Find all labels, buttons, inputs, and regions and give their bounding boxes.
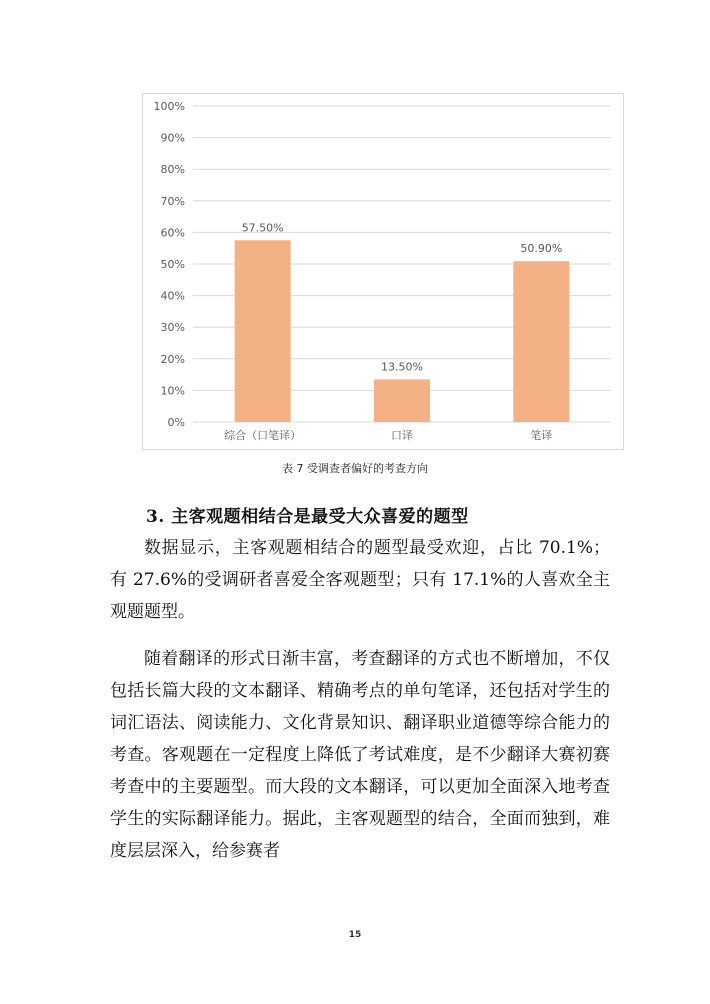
chart-svg <box>143 94 625 451</box>
x-tick-label: 笔译 <box>530 429 553 442</box>
paragraph: 随着翻译的形式日渐丰富，考查翻译的方式也不断增加，不仅包括长篇大段的文本翻译、精确考点的单句笔译，还包括对学生的词汇语法、阅读能力、文化背景知识、翻译职业道德等综合能力的考查。客观题在一定程度上降低了考试难度，是不少翻译大赛初赛考查中的主要题型。而大段的文本翻译，可以更加全面深入地考查学生的实际翻译能力。据此，主客观题型的结合，全面而独到，难度层层深入，给参赛者 <box>110 649 610 861</box>
y-tick-label: 0% <box>167 416 185 429</box>
data-label: 13.50% <box>381 360 423 374</box>
y-tick-label: 20% <box>160 352 185 366</box>
bar <box>374 379 430 422</box>
y-tick-label: 60% <box>160 226 185 240</box>
section-heading: 3. 主客观题相结合是最受大众喜爱的题型 <box>146 507 469 527</box>
data-label: 57.50% <box>241 221 284 235</box>
y-tick-label: 40% <box>160 289 185 303</box>
page-number: 15 <box>348 930 362 940</box>
x-tick-label: 综合（口笔译） <box>224 429 302 442</box>
y-tick-label: 30% <box>160 321 185 335</box>
paragraph: 数据显示，主客观题相结合的题型最受欢迎，占比 70.1%；有 27.6%的受调研者喜爱全客观题型；只有 17.1%的人喜欢全主观题题型。 <box>110 538 610 622</box>
y-tick-label: 90% <box>160 131 185 145</box>
bar <box>513 261 569 422</box>
bar <box>235 240 291 422</box>
chart-caption: 表 7 受调查者偏好的考查方向 <box>282 462 428 475</box>
y-tick-label: 50% <box>160 258 185 271</box>
y-tick-label: 100% <box>153 100 185 113</box>
y-tick-label: 70% <box>160 194 185 208</box>
x-tick-label: 口译 <box>391 429 413 442</box>
data-label: 50.90% <box>520 242 563 256</box>
y-tick-label: 10% <box>160 384 185 398</box>
y-tick-label: 80% <box>160 163 185 177</box>
bar-chart <box>142 93 624 450</box>
